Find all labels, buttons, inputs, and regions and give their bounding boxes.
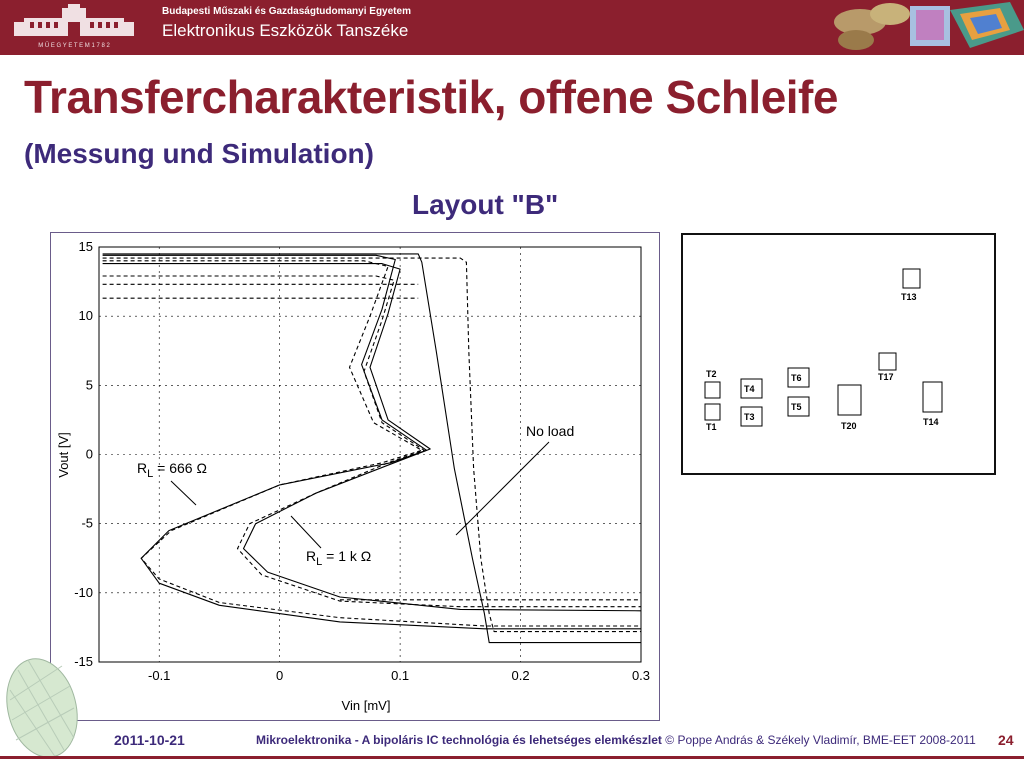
annotation-rl-1k-rest: = 1 k Ω [322,548,372,564]
x-tick-label: 0.3 [631,668,651,683]
y-tick-label: 5 [85,377,93,393]
transistor-t20 [838,385,861,415]
chart-svg [51,233,659,720]
y-tick-label: 15 [78,239,93,254]
page-number: 24 [998,732,1014,748]
annotation-no-load-leader [456,442,549,535]
y-tick-label: -5 [81,515,93,531]
label-t2: T2 [706,369,717,379]
department-name: Elektronikus Eszközök Tanszéke [162,21,409,40]
header-decoration-image [820,0,1024,55]
layout-b-svg [683,235,994,473]
transistor-t2 [705,382,720,398]
layout-b-diagram [681,233,996,475]
footer-copyright: © Poppe András & Székely Vladimír, BME-EET 2008-2011 [665,733,976,747]
label-t6: T6 [791,373,802,383]
label-t5: T5 [791,402,802,412]
label-t13: T13 [901,292,917,302]
y-tick-label: 10 [78,308,93,324]
x-axis-label: Vin [mV] [341,698,391,713]
label-t3: T3 [744,412,755,422]
annotation-rl-666-leader [171,481,196,505]
header-bar [0,0,1024,55]
y-tick-label: -10 [74,584,93,600]
annotation-rl-1k-sub: L [316,556,323,568]
annotation-rl-1k [306,548,371,568]
x-tick-label: 0.2 [511,668,530,683]
x-tick-label: 0.1 [391,668,410,683]
annotation-rl-666-main: R [137,460,148,476]
transfer-curve-6 [103,258,641,631]
transistor-t13 [903,269,920,288]
transfer-characteristic-chart [50,232,660,721]
transistor-t17 [879,353,896,370]
slide-subtitle: (Messung und Simulation) [24,138,374,169]
transfer-curve-4 [103,276,641,607]
y-tick-label: 0 [85,446,93,462]
annotation-rl-666 [137,460,207,480]
annotation-rl-666-sub: L [147,468,154,480]
transfer-curve-1 [103,255,641,629]
logo-text: M Ű E G Y E T E M 1 7 8 2 [38,43,110,49]
label-t20: T20 [841,421,857,431]
transistor-t1 [705,404,720,420]
transistor-t14 [923,382,942,412]
footer-course: Mikroelektronika - A bipoláris IC technológia és lehetséges elemkészlet [256,733,662,747]
x-tick-label: 0 [276,668,284,683]
transfer-curve-2 [103,261,641,626]
annotation-rl-666-rest: = 666 Ω [153,460,207,476]
annotation-rl-1k-main: R [306,548,317,564]
y-axis-label: Vout [V] [56,432,71,478]
label-t14: T14 [923,417,939,427]
y-tick-label: -15 [74,654,93,669]
transfer-curve-5 [103,254,641,643]
wafer-image [0,650,90,760]
x-tick-label: -0.1 [148,668,171,683]
footer-credits [256,733,976,747]
label-t17: T17 [878,372,894,382]
annotation-no-load: No load [526,423,575,439]
footer-date: 2011-10-21 [114,732,185,748]
slide-title: Transfercharakteristik, offene Schleife [24,71,838,123]
footer-rule [0,756,1024,759]
university-logo [4,4,144,50]
annotation-rl-1k-leader [291,516,321,548]
label-t4: T4 [744,384,755,394]
layout-label: Layout "B" [412,189,559,220]
label-t1: T1 [706,422,717,432]
university-name: Budapesti Műszaki és Gazdaságtudomanyi Egyetem [162,6,411,17]
chart-series [103,254,641,643]
